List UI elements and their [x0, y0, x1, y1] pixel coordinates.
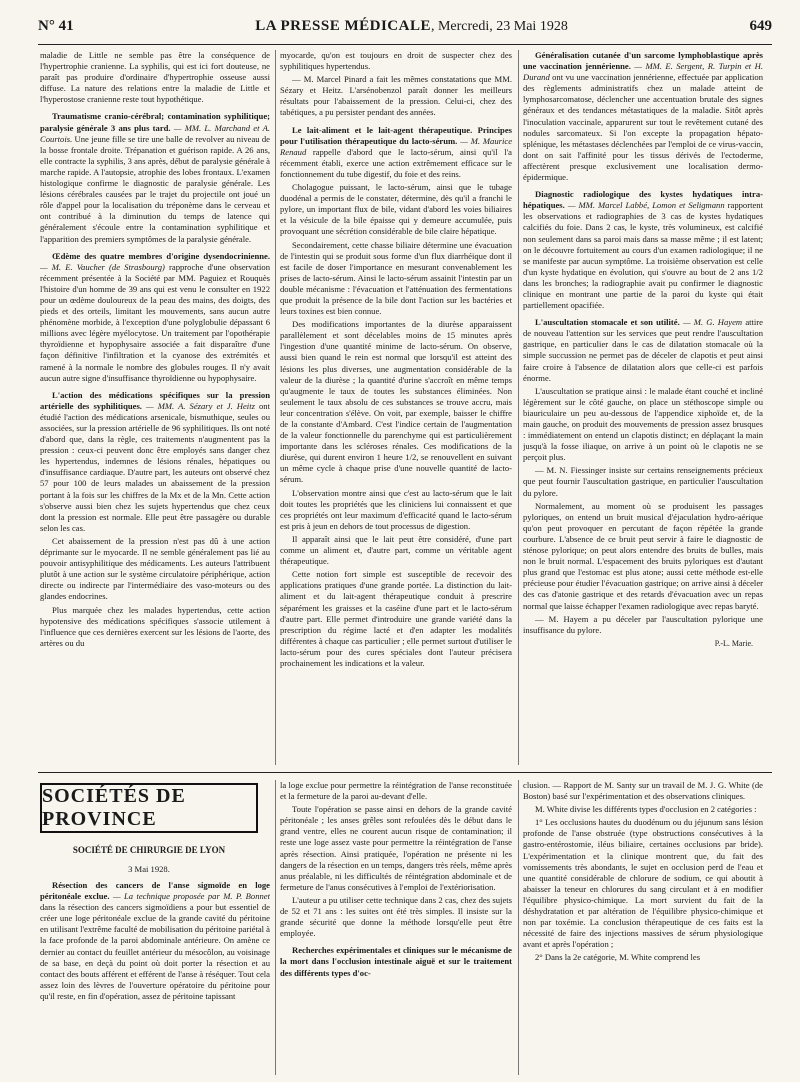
paragraph [280, 125, 512, 180]
paragraph [523, 189, 763, 311]
paragraph-text: — M. Hayem a pu déceler par l'auscultation pylorique une insuffisance du pylore. [523, 613, 763, 635]
page-header [38, 18, 772, 40]
author-line: — MM. L. Marchand et A. Courtois. [40, 122, 270, 144]
paragraph-text: rappelle d'abord que le lacto-sérum, ainsi qu'il l'a récemment établi, exerce une action extrêmement efficace sur le fonctionnement du tube digestif, du foie et des reins. [280, 146, 512, 179]
paragraph-text: — M. Marcel Pinard a fait les mêmes constatations que MM. Sézary et Heitz. L'arsénobenzol paraît donner les meilleurs résultats pour l'abaissement de la pression. Celui-ci, chez des tabétiques, a pu persister pendant des années. [280, 74, 512, 118]
section-heading: Recherches expérimentales et cliniques sur le mécanisme de la mort dans l'occlusion intestinale aiguë et sur le traitement des différents types d'oc- [280, 945, 512, 978]
paragraph-text: — M. N. Fiessinger insiste sur certains renseignements précieux que peut fournir l'auscultation gastrique, en particulier l'auscultation du pylore. [523, 465, 763, 498]
paragraph-text: rapportent les observations et radiographies de 3 cas de kystes hydatiques calcifiés du foie. Dans 2 cas, le kyste, très volumineux, est calcifié non seulement dans sa paroi mais dans sa masse même ; il est latent; on le découvre fortuitement au cours d'un examen radiologique; il ne se manifeste par aucun symptôme. La troisième observation est celle d'un kyste hydatique en évolution, qui s'ouvre au bout de 2 ans 1/2 dans les bronches; la radiographie avait pu confirmer le diagnostic clinique en montrant une partie de la paroi du kyste qui était partiellement opacifiée. [523, 200, 763, 311]
paragraph [280, 780, 512, 802]
paragraph [523, 614, 763, 636]
section-title: SOCIÉTÉS DE PROVINCE [42, 785, 186, 830]
section-heading: Généralisation cutanée d'un sarcome lymphoblastique après une vaccination jennérienne. [523, 50, 763, 72]
paragraph [280, 895, 512, 939]
paragraph [523, 817, 763, 950]
paragraph-text: Cette notion fort simple est susceptible de recevoir des applications pratiques d'une grande portée. La distinction du lait-aliment et du lait-agent thérapeutique conduit à prescrire séparément les graisses et la caséine d'une part et le lacto-sérum d'autre part. Elle permet d'introduire une grande variété dans la prescription du régime lacté et d'en adapter les modalités différentes à chaque cas particulier ; elle permet surtout d'utiliser le lacto-sérum pour des cures spéciales dont l'auteur précisera prochainement les indications et la valeur. [280, 569, 512, 668]
paragraph [523, 50, 763, 183]
paragraph [280, 182, 512, 237]
section-heading: Résection des cancers de l'anse sigmoïde en loge péritonéale exclue. [40, 880, 270, 902]
paragraph-text: Des modifications importantes de la diurèse apparaissent parallèlement et sont décelables moins de 15 minutes après l'ingestion d'une quantité minime de lacto-sérum. On observe, aussi bien quand le rein est normal que lorsqu'il est atteint des lésions les plus diverses, une augmentation considérable de la valeur de la diurèse ; la quantité d'urine s'accroît en même temps qu'augmente le taux de toutes les substances éliminées. Non seulement le taux absolu de ces substances se trouve accru, mais leur concentration s'élève. On voit, par exemple, baisser le chiffre de la constante d'Ambard. C'est l'indice certain de l'augmentation de la valeur fonctionnelle du parenchyme qui est particulièrement importante dans les scléroses rénales. Ces modifications de la diurèse, qui durent environ 1 heure 1/2, se renouvellent en suivant un même cycle à chaque prise d'une nouvelle quantité de lacto-sérum. [280, 319, 512, 485]
paragraph-text: clusion. — Rapport de M. Santy sur un travail de M. J. G. White (de Boston) basé sur l'expérimentation et des observations cliniques. [523, 780, 763, 802]
article-column-1 [40, 50, 270, 770]
column-divider [518, 50, 519, 765]
section-heading: Diagnostic radiologique des kystes hydatiques intra-hépatiques. [523, 189, 763, 211]
paragraph [280, 804, 512, 893]
issue-date: , Mercredi, 23 Mai 1928 [430, 19, 568, 34]
paragraph-text: ont étudié l'action des médications arsenicale, bismuthique, seules ou associées, sur la pression artérielle de 96 syphilitiques. Ils ont noté d'abord que, dans la règle, ces traitements n'augmentent pas la pression : ceux-ci peuvent donc être employés sans danger chez les hypertendus, indemnes de lésions rénales, hépatiques ou d'insuffisance cardiaque. D'autre part, les auteurs ont observé chez 57 pour 100 de leurs malades un abaissement de la pression portant à la fois sur les chiffres de la Mx et de la Mn. Cette action s'observe aussi bien chez les sujets hypertendus que chez ceux dont la pression est normale. Elle peut être passagère ou durable selon les cas. [40, 400, 270, 533]
journal-title: LA PRESSE MÉDICALE [255, 18, 431, 34]
society-name: SOCIÉTÉ DE CHIRURGIE DE LYON [72, 845, 226, 855]
paragraph-text: 2° Dans la 2e catégorie, M. White comprend les [535, 952, 701, 963]
paragraph [280, 240, 512, 318]
paragraph-text: M. White divise les différents types d'occlusion en 2 catégories : [535, 804, 757, 815]
paragraph [40, 536, 270, 603]
paragraph-text: myocarde, qu'on est toujours en droit de suspecter chez des syphilitiques hypertendus. [280, 50, 512, 72]
column-divider [275, 780, 276, 1075]
paragraph-text: Cet abaissement de la pression n'est pas dû à une action déprimante sur le myocarde. Il ne semble généralement pas lié au pouvoir antisyphilitique des médicaments. Les auteurs l'attribuent plutôt à une action sur le système circulatoire périphérique, action directe ou indirecte par l'intermédiaire des vaso-moteurs ou des glandes endocrines. [40, 535, 270, 602]
section-heading: L'auscultation stomacale et son utilité. [535, 317, 680, 328]
author-line: — M. G. Hayem [682, 317, 743, 328]
journal-header [255, 18, 568, 35]
paragraph-text: dans la résection des cancers sigmoïdiens a pour but essentiel de créer une loge péritonéale exclue de la grande cavité du péritoine en utilisant l'extrême faculté de mobilisation du péritoine pariétal à la face profonde de la paroi abdominale antérieure. On amène ce dernier au contact du feuillet antérieur du mésocôlon, au voisinage de sa base, en deçà du point où doit porter la résection et au contact des bouts afférent et efférent de l'anse à réséquer. Tout cela assez loin des lèvres de l'ouverture opératoire du péritoine pour qu'il reste, en fin d'opération, assez de péritoine tapissant [40, 902, 270, 1001]
issue-number: N° 41 [38, 18, 74, 34]
page-number: 649 [749, 18, 772, 34]
paragraph-text: rapproche d'une observation récemment présentée à la Société par MM. Paguiez et Rouquès l'histoire d'un homme de 39 ans qui est venu le consulter en 1922 pour un œdème douloureux de la peau des mains, des doigts, des pieds et des orteils, limitant les mouvements, sans aucun autre phénomène morbide, à l'exception d'une polyglobulie dépassant 6 millions avec légère myélocytose. Un traitement par l'opothérapie thyroïdienne et hypophysaire associée a fait disparaître d'une façon définitive l'infiltration et la cyanose des extrémités et ramené à la normale le nombre des globules rouges. Il n'y avait aucun autre signe d'insuffisance thyroïdienne ou hypophysaire. [40, 261, 270, 383]
paragraph [523, 386, 763, 464]
paragraph [280, 50, 512, 72]
paragraph [523, 465, 763, 498]
paragraph-text: L'auteur a pu utiliser cette technique dans 2 cas, chez des sujets de 52 et 71 ans : les suites ont été très simples. Il insiste sur la grande sécurité que donne la méthode lorsqu'elle peut être employée. [280, 894, 512, 939]
paragraph [280, 74, 512, 118]
paragraph-text: Il apparaît ainsi que le lait peut être considéré, d'une part comme un aliment et, d'autre part, comme un véritable agent thérapeutique. [280, 533, 512, 567]
author-line: — M. Maurice Renaud [280, 135, 512, 157]
column-divider [518, 780, 519, 1075]
paragraph-text: Plus marquée chez les malades hypertendus, cette action hypotensive des médications spécifiques s'associe utilement à l'influence que ces dernières exercent sur les lésions de l'aorte, des artères ou du [40, 604, 270, 648]
paragraph-text: Cholagogue puissant, le lacto-sérum, ainsi que le tubage duodénal a permis de le constater, détermine, dès qu'il a franchi le pylore, un important flux de bile, vidant d'abord les voies biliaires et la vésicule de la bile épaisse qui y demeure accumulée, puis provoquant une sécrétion considérable de bile claire hépatique. [280, 182, 512, 237]
section-title-box [40, 783, 258, 833]
society-column-3 [523, 780, 763, 1075]
paragraph-text: Une jeune fille se tire une balle de revolver au niveau de la bosse frontale droite. Trépanation et guérison rapide. A 26 ans, elle contracte la syphilis, 3 ans après, début de paralysie générale à marche rapide. A l'autopsie, atrophie des lobes frontaux. L'examen histologique confirme le diagnostic de paralysie générale. Les lésions cérébrales causées par le trajet du projectile ont joué un rôle d'appel pour la localisation du tréponème dans le cerveau et ont contribué à la diminution du temps de latence qui généralement s'écoule entre la contamination syphilitique et l'apparition des premiers symptômes de la paralysie générale. [40, 133, 270, 244]
section-heading: Traumatisme cranio-cérébral; contamination syphilitique; paralysie générale 3 ans plus tard. [40, 111, 270, 133]
paragraph-text: L'auscultation se pratique ainsi : le malade étant couché et incliné légèrement sur le côté gauche, on place un stéthoscope simple ou biauriculaire un peu au-dessous de l'appendice xiphoïde et, de la main gauche, on produit des mouvements de pression assez brusques : immédiatement on entend un clapotis distinct; en déplaçant la main jusqu'à la fosse iliaque, on arrive à un point où le clapotis ne se perçoit plus. [523, 385, 763, 463]
paragraph-text: Secondairement, cette chasse biliaire détermine une évacuation de l'intestin qui se produit sous forme d'un flux diarrhéique dont il est facile de doser l'importance en mesurant convenablement les prises de lacto-sérum. Ainsi le lacto-sérum assainit l'intestin par un double mécanisme : l'évacuation et l'atténuation des fermentations que produit la présence de la bile dont l'action sur les bactéries et leurs toxines est bien connue. [280, 239, 512, 317]
author-line: — La technique proposée par M. P. Bonnet [112, 891, 270, 902]
society-column-2 [280, 780, 512, 1075]
paragraph-text: 1° Les occlusions hautes du duodénum ou du jéjunum sans lésion profonde de l'anse obstruée (type obstructions consécutives à la gastro-entérostomie, iléus biliaire, certaines occlusions par bride). L'expérimentation et la clinique montrent que, du fait des vomissements très abondants, le sujet en occlusion perd de l'eau et une quantité considérable de chlorure de sodium, ce qui aboutit à abaisser la teneur en chlorures du sang circulant et à en modifier l'équilibre physico-chimique. La mort survient du fait de la déshydratation et par altération de l'équilibre physico-chimique et non par toxémie. La conclusion thérapeutique de ces faits est la nécessité de faire des injections massives de sérum physiologique avant et après l'opération ; [523, 817, 763, 950]
paragraph [523, 952, 763, 963]
paragraph-text: attire de nouveau l'attention sur les services que peut rendre l'auscultation gastrique, en particulier dans le cas de dilatation stomacale où la simple succussion ne permet pas de déceler de clapotis et peut ainsi faire croire à l'absence de dilatation alors que celle-ci est parfois énorme. [523, 317, 763, 383]
author-line: — MM. Marcel Labbé, Lomon et Seligmann [567, 200, 725, 211]
paragraph [280, 534, 512, 567]
paragraph-text: la loge exclue pour permettre la réintégration de l'anse reconstituée et la fermeture de la paroi au-devant d'elle. [280, 780, 512, 802]
paragraph [523, 804, 763, 815]
paragraph [523, 501, 763, 612]
paragraph [40, 605, 270, 649]
author-line: — MM. E. Sergent, R. Turpin et H. Durand [523, 61, 763, 83]
column-divider [275, 50, 276, 765]
paragraph-text: L'observation montre ainsi que c'est au lacto-sérum que le lait doit toutes les propriétés que les cliniciens lui connaissent et que ces propriétés ont leur maximum d'efficacité quand le lacto-sérum est pris à jeun en dehors de tout processus de digestion. [280, 487, 512, 531]
paragraph [40, 880, 270, 1002]
paragraph [40, 251, 270, 384]
paragraph [523, 780, 763, 802]
header-rule [38, 44, 772, 45]
article-column-2 [280, 50, 512, 770]
paragraph-text: Toute l'opération se passe ainsi en dehors de la grande cavité péritonéale ; les anses grêles sont refoulées dès le début dans le grand ventre, elles ne courent aucun risque de contamination; il reste une loge assez vaste pour permettre la réintégration de l'anse après résection. Ainsi pratiquée, l'opération ne présente ni les dangers de la résection en un temps, dangers très réels, même après anus préalable, ni les difficultés de réintégration abdominale et de fermeture de l'anus consécutives à l'emploi de l'extériorisation. [280, 804, 512, 892]
section-rule [38, 772, 772, 773]
paragraph [280, 945, 512, 978]
section-heading: L'action des médications spécifiques sur la pression artérielle des syphilitiques. [40, 389, 270, 411]
paragraph [523, 317, 763, 384]
paragraph-text: maladie de Little ne semble pas être la conséquence de l'hypertrophie cranienne. La syphilis, qui est ici fort douteuse, ne paraît pas produire d'ordinaire d'hypertrophie osseuse aussi diffuse. La nature des relations entre la maladie de Little et l'hyperostose cranienne reste tout hypothétique. [40, 50, 270, 105]
article-column-3 [523, 50, 763, 762]
section-heading: Le lait-aliment et le lait-agent thérapeutique. Principes pour l'utilisation thérapeutique du lacto-sérum. [280, 124, 512, 146]
author-line: — MM. A. Sézary et J. Heitz [146, 400, 255, 411]
paragraph-text: Normalement, au moment où se produisent les passages pyloriques, on entend un bruit musical d'éjaculation hydro-aérique qu'on peut provoquer en percutant de façon répétée la grande courbure. L'absence de ce bruit peut servir à faire le diagnostic de sténose pylorique; on peut alors entendre des bruits de bulles, mais non le bruit normal. L'espacement des bruits pyloriques est d'autant plus grand que l'estomac est plus atone; aussi cette méthode est-elle précieuse pour étudier l'évacuation gastrique; on arrive ainsi à déceler des cas d'atonie gastrique et des retards d'évacuation avec un repas normal que laisse échapper l'examen radiologique avec repas baryté. [523, 500, 763, 611]
paragraph-text: ont vu une vaccination jennérienne, effectuée par application des règlements administratifs chez un malade atteint de lymphosarcomatose, déclencher une accentuation brutale des signes généraux et des tendances métastatiques de la maladie. Sitôt après l'inoculation vaccinale, apparurent sur tout le revêtement cutané des nodules sarcomateux. Si l'on excepte la propagation hépato-splénique, les métastases déclenchées par l'emploi de ce virus-vaccin, dont on sait l'affinité pour les tissus dérivés de l'ectoderme, affectèrent presque exclusivement une localisation dermo-épidermique. [523, 72, 763, 183]
author-line: — M. E. Vaucher (de Strasbourg) [40, 261, 165, 272]
section-heading: Œdème des quatre membres d'origine dysendocrinienne. [52, 250, 270, 261]
paragraph [280, 569, 512, 669]
paragraph [40, 50, 270, 105]
paragraph [280, 488, 512, 532]
paragraph [40, 111, 270, 244]
session-date: 3 Mai 1928. [128, 864, 170, 874]
paragraph [280, 319, 512, 485]
paragraph [40, 390, 270, 534]
article-signature: P.-L. Marie. [714, 638, 753, 648]
society-column-1 [40, 880, 270, 1075]
